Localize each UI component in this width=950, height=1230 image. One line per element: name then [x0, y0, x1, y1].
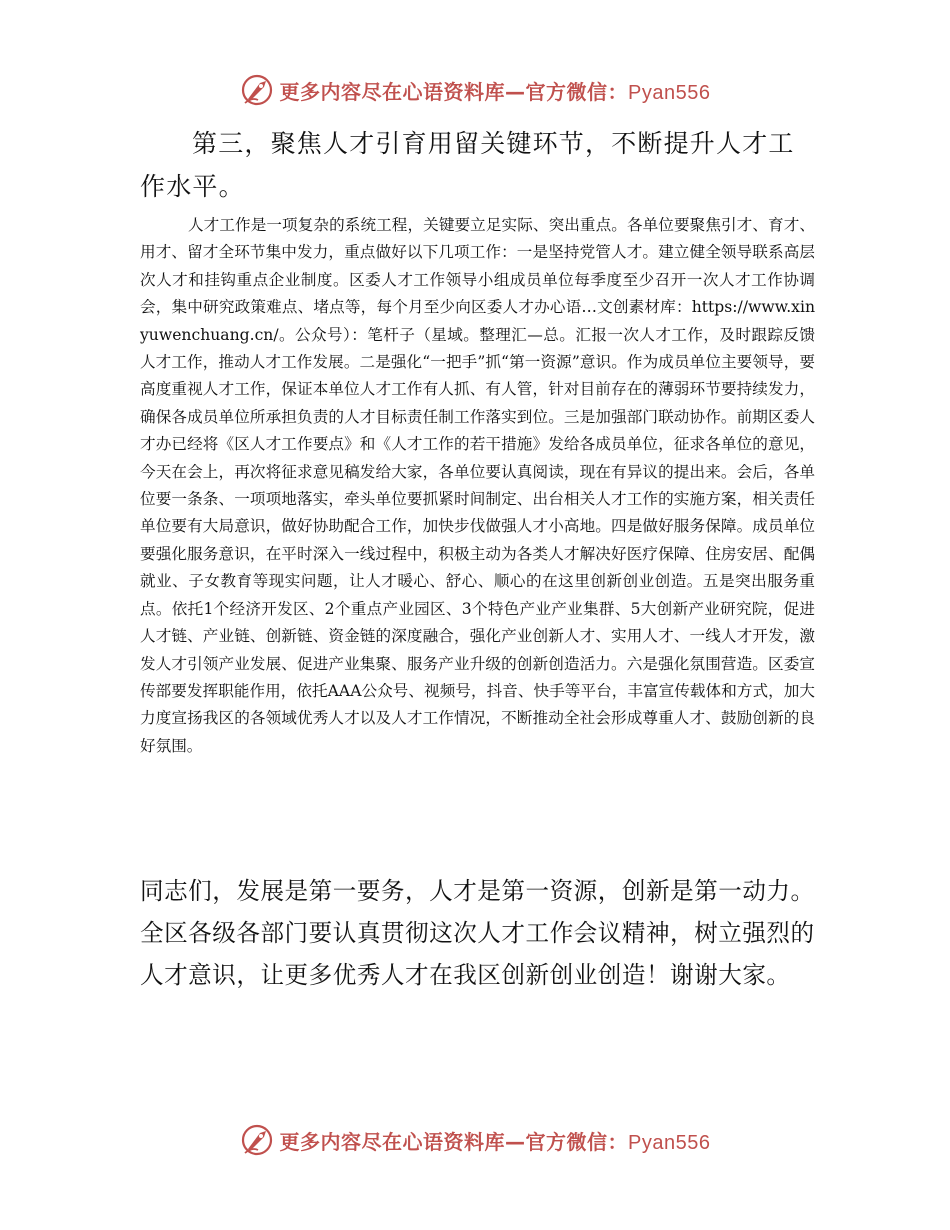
header-watermark-banner — [0, 70, 950, 110]
footer-watermark-banner — [0, 1120, 950, 1160]
footer-watermark-id: Pyan556 — [628, 1131, 711, 1154]
pen-nib-logo-icon — [240, 1123, 274, 1157]
closing-paragraph: 同志们，发展是第一要务，人才是第一资源，创新是第一动力。全区各级各部门要认真贯彻这次人才工作会议精神，树立强烈的人才意识，让更多优秀人才在我区创新创业创造！谢谢大家。 — [140, 877, 815, 989]
footer-watermark-text: 更多内容尽在心语资料库—官方微信：Pyan556 — [279, 1129, 711, 1154]
body-paragraph: 人才工作是一项复杂的系统工程，关键要立足实际、突出重点。各单位要聚焦引才、育才、用才、留才全环节集中发力，重点做好以下几项工作：一是坚持党管人才。建立健全领导联系高层次人才和挂钩重点企业制度。区委人才工作领导小组成员单位每季度至少召开一次人才工作协调会，集中研究政策难点、堵点等，每个月至少向区委人才办心语…文创素材库：https://www.xinyuwenchuang.cn/。公众号）：笔杆子（星域。整理汇—总。汇报一次人才工作，及时跟踪反馈人才工作，推动人才工作发展。二是强化“一把手”抓“第一资源”意识。作为成员单位主要领导，要高度重视人才工作，保证本单位人才工作有人抓、有人管，针对目前存在的薄弱环节要持续发力，确保各成员单位所承担负责的人才目标责任制工作落实到位。三是加强部门联动协作。前期区委人才办已经将《区人才工作要点》和《人才工作的若干措施》发给各成员单位，征求各单位的意见，今天在会上，再次将征求意见稿发给大家，各单位要认真阅读，现在有异议的提出来。会后，各单位要一条条、一项项地落实，牵头单位要抓紧时间制定、出台相关人才工作的实施方案，相关责任单位要有大局意识，做好协助配合工作，加快步伐做强人才小高地。四是做好服务保障。成员单位要强化服务意识，在平时深入一线过程中，积极主动为各类人才解决好医疗保障、住房安居、配偶就业、子女教育等现实问题，让人才暖心、舒心、顺心的在这里创新创业创造。五是突出服务重点。依托1个经济开发区、2个重点产业园区、3个特色产业产业集群、5大创新产业研究院，促进人才链、产业链、创新链、资金链的深度融合，强化产业创新人才、实用人才、一线人才开发，激发人才引领产业发展、促进产业集聚、服务产业升级的创新创造活力。六是强化氛围营造。区委宣传部要发挥职能作用，依托AAA公众号、视频号，抖音、快手等平台，丰富宣传载体和方式，加大力度宣扬我区的各领域优秀人才以及人才工作情况，不断推动全社会形成尊重人才、鼓励创新的良好氛围。 — [140, 216, 815, 755]
pen-nib-logo-icon — [240, 73, 274, 107]
header-watermark-text: 更多内容尽在心语资料库—官方微信：Pyan556 — [279, 79, 711, 104]
header-watermark-id: Pyan556 — [628, 81, 711, 104]
section-heading: 第三，聚焦人才引育用留关键环节，不断提升人才工作水平。 — [140, 129, 795, 201]
